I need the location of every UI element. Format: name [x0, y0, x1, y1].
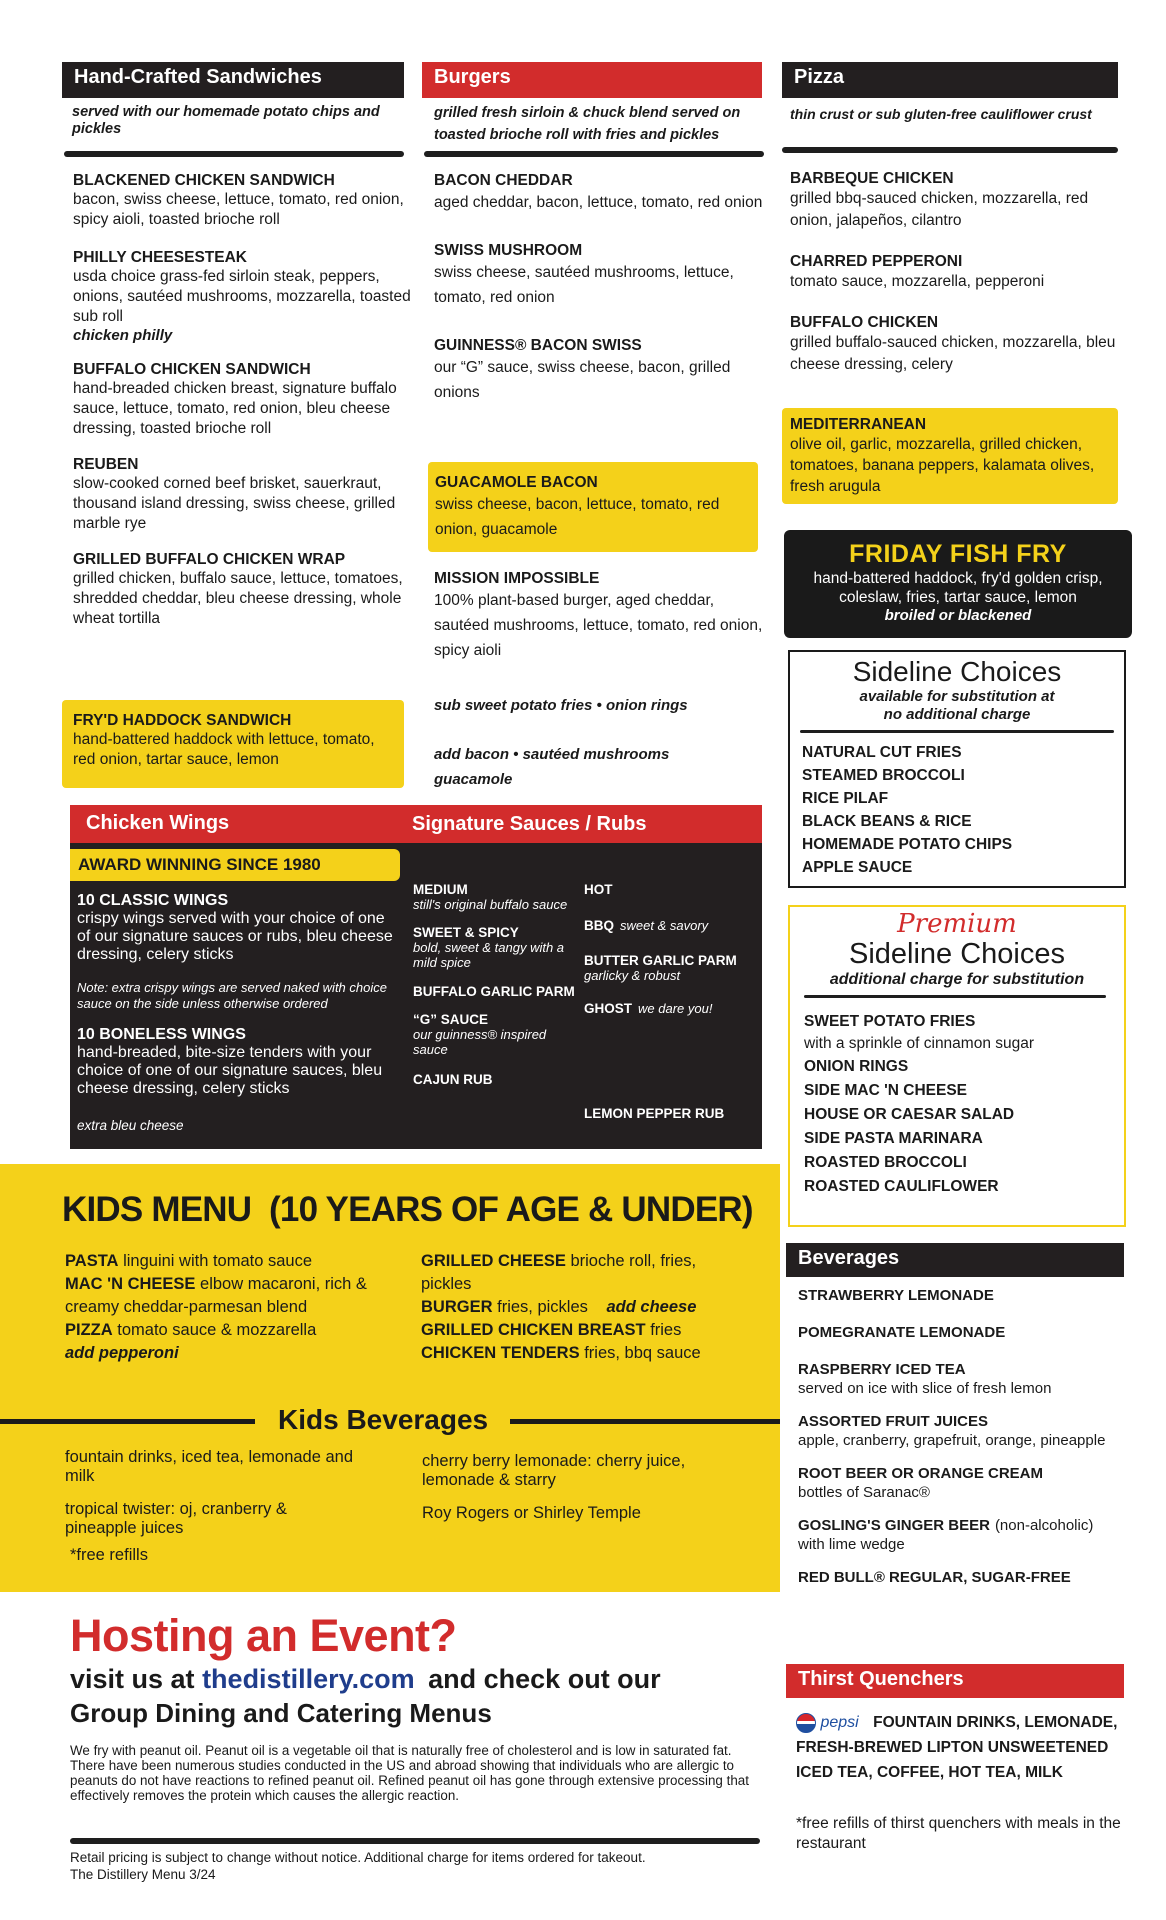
fryd-haddock-highlight: [62, 700, 404, 788]
sauce-desc: sweet & savory: [620, 918, 709, 933]
beverage-name: RASPBERRY ICED TEA: [798, 1361, 966, 1378]
fish-fry-note: broiled or blackened: [884, 607, 1032, 624]
sauce-item: [584, 882, 756, 897]
burgers-add-note-2: guacamole: [434, 771, 513, 788]
kids-item-burger: BURGER fries, pickles add cheese: [421, 1298, 697, 1316]
distillery-link[interactable]: thedistillery.com: [202, 1664, 415, 1694]
thirst-body: [796, 1710, 1126, 1785]
wings-left: [77, 892, 395, 1133]
premium-first-desc: with a sprinkle of cinnamon sugar: [804, 1035, 1035, 1052]
item-note: chicken philly: [73, 327, 173, 344]
sauce-item: [413, 925, 583, 970]
sideline-item: APPLE SAUCE: [802, 859, 913, 876]
menu-item: [73, 172, 413, 230]
premium-item: SIDE MAC 'N CHEESE: [804, 1082, 968, 1099]
kids-bev-right-1: cherry berry lemonade: cherry juice, lemonade & starry: [422, 1452, 686, 1489]
kids-item-pasta: PASTA linguini with tomato sauce: [65, 1252, 313, 1270]
divider: [64, 151, 404, 157]
item-desc: our “G” sauce, swiss cheese, bacon, grilled onions: [434, 359, 731, 401]
sideline-item: NATURAL CUT FRIES: [802, 744, 962, 761]
kids-title: KIDS MENU (10 YEARS OF AGE & UNDER): [62, 1190, 753, 1229]
premium-item: ROASTED CAULIFLOWER: [804, 1178, 999, 1195]
kids-bev-left-3: *free refills: [70, 1546, 148, 1564]
item-name: BUFFALO CHICKEN SANDWICH: [73, 361, 311, 378]
fish-fry-desc: hand-battered haddock, fry'd golden crisp, coleslaw, fries, tartar sauce, lemon: [813, 570, 1103, 606]
guacamole-bacon-highlight: [428, 462, 758, 552]
sauce-desc: our guinness® inspired sauce: [413, 1027, 547, 1057]
pizza-subtitle: thin crust or sub gluten-free cauliflower crust: [790, 106, 1092, 122]
kids-left: [65, 1250, 405, 1365]
beverage-extra: (non-alcoholic): [994, 1517, 1094, 1534]
item-name: CHARRED PEPPERONI: [790, 253, 963, 270]
item-name: GUINNESS® BACON SWISS: [434, 337, 642, 354]
sideline-item: RICE PILAF: [802, 790, 889, 807]
kids-item-chicken-breast: GRILLED CHICKEN BREAST fries: [421, 1321, 682, 1339]
thirst-text: FOUNTAIN DRINKS, LEMONADE, FRESH-BREWED LIPTON UNSWEETENED ICED TEA, COFFEE, HOT TEA, MILK: [796, 1714, 1118, 1781]
sauce-item: [584, 1000, 756, 1018]
divider: [804, 995, 1106, 998]
beverage-item: [798, 1464, 1124, 1502]
beverage-name: POMEGRANATE LEMONADE: [798, 1324, 1006, 1341]
sideline-choices-box: [788, 650, 1126, 888]
item-desc: bacon, swiss cheese, lettuce, tomato, red onion, spicy aioli, toasted brioche roll: [73, 191, 404, 228]
item-name: GUACAMOLE BACON: [435, 474, 598, 491]
pepsi-logo-text: pepsi: [820, 1714, 859, 1731]
menu-item: [790, 314, 1120, 376]
item-name: SWISS MUSHROOM: [434, 242, 583, 259]
wings-note: Note: extra crispy wings are served naked with choice sauce on the side unless otherwise ordered: [77, 980, 387, 1011]
beverage-item: [798, 1360, 1124, 1398]
sideline-list: [790, 741, 1124, 879]
sandwiches-list: [73, 172, 413, 646]
item-name: GRILLED BUFFALO CHICKEN WRAP: [73, 551, 346, 568]
item-name: BLACKENED CHICKEN SANDWICH: [73, 172, 335, 189]
sauce-name: BUFFALO GARLIC PARM: [413, 984, 575, 999]
beverage-desc: apple, cranberry, grapefruit, orange, pineapple: [798, 1432, 1106, 1449]
burgers-list: [434, 172, 764, 432]
kids-bev-left-1: fountain drinks, iced tea, lemonade and milk: [65, 1448, 354, 1485]
item-name: MISSION IMPOSSIBLE: [434, 570, 600, 587]
beverage-item: [798, 1412, 1124, 1450]
event-line-1: visit us at thedistillery.com and check out our: [70, 1664, 661, 1694]
sandwiches-header: Hand-Crafted Sandwiches: [62, 62, 404, 98]
divider: [800, 730, 1114, 733]
sideline-item: STEAMED BROCCOLI: [802, 767, 965, 784]
pizza-list: [790, 170, 1120, 397]
sauce-desc: garlicky & robust: [584, 968, 681, 983]
menu-item: [434, 242, 764, 310]
beverage-desc: bottles of Saranac®: [798, 1484, 930, 1501]
beverage-item: [798, 1323, 1124, 1342]
item-desc: grilled chicken, buffalo sauce, lettuce, tomatoes, shredded cheddar, bleu cheese dressing, whole wheat tortilla: [73, 570, 403, 627]
menu-item: [73, 456, 413, 534]
sauce-name: CAJUN RUB: [413, 1072, 493, 1087]
pepsi-logo-icon: [796, 1713, 816, 1733]
sauce-item: [413, 984, 583, 999]
sauces-right: [584, 876, 756, 1121]
beverage-item: [798, 1568, 1124, 1587]
beverage-name: GOSLING'S GINGER BEER: [798, 1517, 990, 1534]
sauce-item: [584, 917, 756, 935]
beverage-desc: with lime wedge: [798, 1536, 905, 1553]
beverage-item: [798, 1286, 1124, 1305]
kids-item-tenders: CHICKEN TENDERS fries, bbq sauce: [421, 1344, 701, 1362]
sauce-name: GHOST: [584, 1001, 633, 1016]
beverage-name: ROOT BEER OR ORANGE CREAM: [798, 1465, 1044, 1482]
sauce-name: LEMON PEPPER RUB: [584, 1106, 725, 1121]
menu-item: [434, 172, 764, 215]
item-desc: grilled buffalo-sauced chicken, mozzarella, bleu cheese dressing, celery: [790, 334, 1116, 373]
pizza-header: Pizza: [782, 62, 1118, 98]
retail-note: Retail pricing is subject to change without notice. Additional charge for items ordered for takeout.: [70, 1850, 646, 1865]
classic-wings-desc: crispy wings served with your choice of one of our signature sauces or rubs, bleu cheese dressing, celery sticks: [77, 910, 393, 963]
item-desc: swiss cheese, sautéed mushrooms, lettuce, tomato, red onion: [434, 264, 734, 306]
beverage-name: RED BULL® REGULAR, SUGAR-FREE: [798, 1569, 1071, 1586]
beverage-name: ASSORTED FRUIT JUICES: [798, 1413, 989, 1430]
beverage-item: [798, 1516, 1124, 1554]
award-banner: AWARD WINNING SINCE 1980: [70, 849, 400, 881]
premium-item: HOUSE OR CAESAR SALAD: [804, 1106, 1015, 1123]
extra-bleu-cheese: extra bleu cheese: [77, 1118, 184, 1133]
sauce-name: HOT: [584, 882, 613, 897]
divider: [782, 147, 1118, 153]
menu-item: [434, 337, 764, 405]
thirst-header: Thirst Quenchers: [786, 1664, 1124, 1698]
divider: [424, 151, 764, 157]
menu-item: [73, 361, 413, 439]
burgers-add-note: add bacon • sautéed mushrooms: [434, 746, 670, 763]
wings-header: Chicken Wings: [86, 812, 230, 834]
premium-item: SIDE PASTA MARINARA: [804, 1130, 983, 1147]
sauce-desc: still's original buffalo sauce: [413, 897, 568, 912]
sideline-subtitle: available for substitution at no additional charge: [859, 688, 1055, 723]
sideline-item: BLACK BEANS & RICE: [802, 813, 972, 830]
sauce-desc: we dare you!: [638, 1001, 713, 1016]
beverage-name: STRAWBERRY LEMONADE: [798, 1287, 994, 1304]
peanut-oil-note: We fry with peanut oil. Peanut oil is a vegetable oil that is naturally free of cholesterol and is low in saturated fat. There have been numerous studies conducted in the US and abroad showing that individuals who are allergic to peanuts do not have reactions to refined peanut oil. Refined peanut oil has gone through extensive processing that effectively removes the protein which causes the allergic reaction.: [70, 1743, 749, 1803]
item-desc: swiss cheese, bacon, lettuce, tomato, red onion, guacamole: [435, 496, 720, 538]
premium-sideline-box: [788, 905, 1126, 1227]
friday-fish-fry-box: [784, 530, 1132, 638]
item-name: PHILLY CHEESESTEAK: [73, 249, 247, 266]
premium-item: ONION RINGS: [804, 1058, 909, 1075]
item-desc: hand-battered haddock with lettuce, tomato, red onion, tartar sauce, lemon: [73, 731, 375, 768]
beverages-header: Beverages: [786, 1243, 1124, 1277]
beverage-desc: served on ice with slice of fresh lemon: [798, 1380, 1052, 1397]
item-desc: aged cheddar, bacon, lettuce, tomato, red onion: [434, 194, 763, 211]
premium-title: Sideline Choices: [848, 938, 1065, 970]
sauce-name: BUTTER GARLIC PARM: [584, 953, 737, 968]
menu-item: [790, 170, 1120, 232]
kids-item-mac: MAC 'N CHEESE elbow macaroni, rich & creamy cheddar-parmesan blend: [65, 1275, 367, 1316]
boneless-wings-title: 10 BONELESS WINGS: [77, 1026, 246, 1043]
menu-item: [73, 249, 413, 344]
item-desc: grilled bbq-sauced chicken, mozzarella, red onion, jalapeños, cilantro: [790, 190, 1089, 229]
item-name: MEDITERRANEAN: [790, 416, 927, 433]
sauce-item: [413, 882, 583, 912]
boneless-wings-desc: hand-breaded, bite-size tenders with your choice of one of our signature sauces, bleu cheese dressing, celery sticks: [77, 1044, 383, 1097]
kids-bev-line-right: [510, 1419, 780, 1424]
premium-script: Premium: [897, 909, 1017, 939]
menu-item: [790, 253, 1120, 293]
mission-impossible: [434, 570, 764, 663]
burgers-header: Burgers: [422, 62, 762, 98]
kids-item-pizza: PIZZA tomato sauce & mozzarella: [65, 1321, 317, 1339]
sauce-name: MEDIUM: [413, 882, 468, 897]
sauce-item: [584, 1106, 756, 1121]
sandwiches-subtitle: served with our homemade potato chips and pickles: [72, 104, 380, 137]
sauce-name: “G” SAUCE: [413, 1012, 489, 1027]
burgers-subtitle: grilled fresh sirloin & chuck blend served on toasted brioche roll with fries and pickles: [434, 105, 741, 143]
mediterranean-highlight: [782, 408, 1118, 504]
sauce-item: [413, 1012, 583, 1057]
event-line-2: Group Dining and Catering Menus: [70, 1698, 492, 1728]
thirst-note: *free refills of thirst quenchers with meals in the restaurant: [796, 1815, 1121, 1852]
item-name: BUFFALO CHICKEN: [790, 314, 939, 331]
sauce-item: [413, 1072, 583, 1087]
sauce-item: [584, 953, 756, 983]
menu-version: The Distillery Menu 3/24: [70, 1867, 216, 1882]
menu-item: [73, 551, 413, 629]
kids-bev-line-left: [0, 1419, 255, 1424]
premium-item: ROASTED BROCCOLI: [804, 1154, 967, 1171]
sideline-title: Sideline Choices: [852, 656, 1062, 687]
event-title: Hosting an Event?: [70, 1610, 457, 1661]
item-desc: hand-breaded chicken breast, signature buffalo sauce, lettuce, tomato, red onion, bleu cheese dressing, toasted brioche roll: [73, 380, 397, 437]
sauce-name: SWEET & SPICY: [413, 925, 519, 940]
sauce-name: BBQ: [584, 918, 614, 933]
sauces-header: Signature Sauces / Rubs: [412, 813, 647, 835]
classic-wings-title: 10 CLASSIC WINGS: [77, 892, 229, 909]
burgers-sub-note: sub sweet potato fries • onion rings: [434, 697, 688, 714]
beverages-list: [798, 1286, 1124, 1605]
premium-list: [790, 1010, 1124, 1199]
divider: [70, 1838, 760, 1844]
item-desc: slow-cooked corned beef brisket, sauerkraut, thousand island dressing, swiss cheese, grilled marble rye: [73, 475, 396, 532]
item-name: BARBEQUE CHICKEN: [790, 170, 954, 187]
item-desc: 100% plant-based burger, aged cheddar, sautéed mushrooms, lettuce, tomato, red onion, spicy aioli: [434, 592, 763, 659]
item-desc: olive oil, garlic, mozzarella, grilled chicken, tomatoes, banana peppers, kalamata olives, fresh arugula: [790, 436, 1095, 495]
sauces-left: [413, 876, 583, 1087]
item-desc: tomato sauce, mozzarella, pepperoni: [790, 273, 1045, 290]
kids-bev-right-2: Roy Rogers or Shirley Temple: [422, 1504, 641, 1522]
kids-note-pepperoni: add pepperoni: [65, 1344, 179, 1362]
item-name: BACON CHEDDAR: [434, 172, 573, 189]
sauce-desc: bold, sweet & tangy with a mild spice: [413, 940, 565, 970]
fish-fry-title: FRIDAY FISH FRY: [849, 540, 1067, 568]
kids-item-grilled-cheese: GRILLED CHEESE brioche roll, fries, pickles: [421, 1252, 697, 1293]
item-name: FRY'D HADDOCK SANDWICH: [73, 712, 292, 729]
item-desc: usda choice grass-fed sirloin steak, peppers, onions, sautéed mushrooms, mozzarella, toasted sub roll: [73, 268, 411, 325]
kids-bev-left-2: tropical twister: oj, cranberry & pineapple juices: [65, 1500, 287, 1537]
kids-bev-title: Kids Beverages: [278, 1404, 489, 1435]
kids-right: [421, 1250, 741, 1365]
premium-subtitle: additional charge for substitution: [829, 971, 1085, 988]
item-name: REUBEN: [73, 456, 139, 473]
premium-first: SWEET POTATO FRIES: [804, 1013, 976, 1030]
sideline-item: HOMEMADE POTATO CHIPS: [802, 836, 1013, 853]
